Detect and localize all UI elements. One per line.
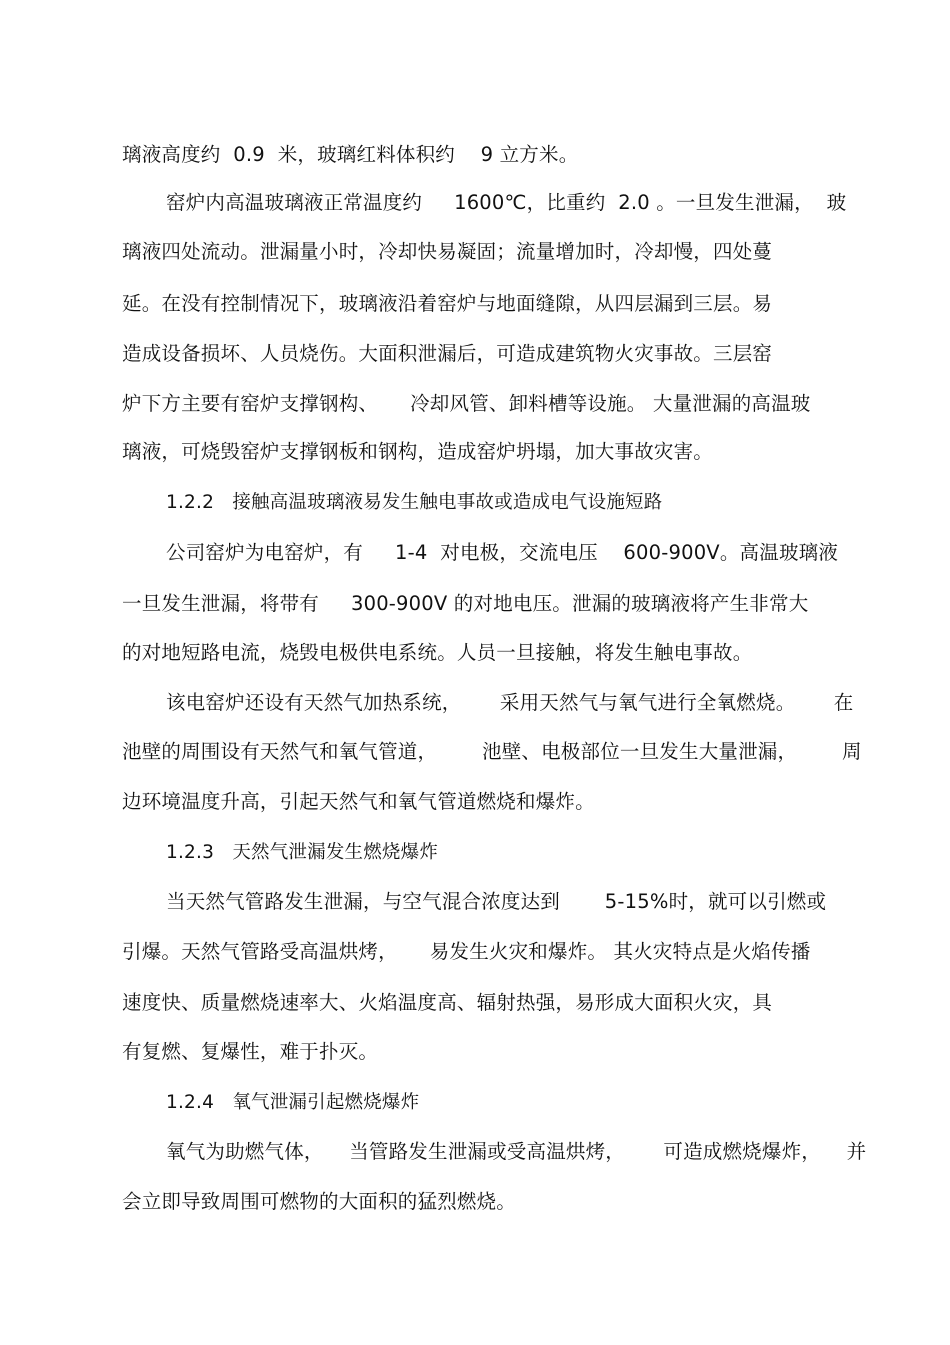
paragraph-line: 边环境温度升高，引起天然气和氧气管道燃烧和爆炸。: [122, 790, 595, 813]
section-heading-1-2-2: 1.2.2 接触高温玻璃液易发生触电事故或造成电气设施短路: [166, 492, 663, 513]
paragraph-line: 池壁的周围设有天然气和氧气管道， 池壁、电极部位一旦发生大量泄漏， 周: [122, 740, 862, 763]
paragraph-line: 璃液四处流动。泄漏量小时，冷却快易凝固；流量增加时，冷却慢，四处蔓: [122, 240, 773, 263]
paragraph-line: 璃液，可烧毁窑炉支撑钢板和钢构，造成窑炉坍塌，加大事故灾害。: [122, 440, 714, 463]
paragraph-line: 造成设备损坏、人员烧伤。大面积泄漏后，可造成建筑物火灾事故。三层窑: [122, 342, 773, 365]
paragraph-line: 璃液高度约 0.9 米，玻璃红料体积约 9 立方米。: [122, 143, 579, 166]
paragraph-line: 会立即导致周围可燃物的大面积的猛烈燃烧。: [122, 1190, 517, 1213]
paragraph-line: 一旦发生泄漏，将带有 300-900V 的对地电压。泄漏的玻璃液将产生非常大: [122, 592, 809, 615]
paragraph-line: 延。在没有控制情况下，玻璃液沿着窑炉与地面缝隙，从四层漏到三层。易: [122, 292, 773, 315]
paragraph-line: 该电窑炉还设有天然气加热系统， 采用天然气与氧气进行全氧燃烧。 在: [166, 691, 854, 714]
paragraph-line: 速度快、质量燃烧速率大、火焰温度高、辐射热强，易形成大面积火灾，具: [122, 991, 773, 1014]
paragraph-line: 公司窑炉为电窑炉，有 1-4 对电极，交流电压 600-900V。高温玻璃液: [166, 541, 839, 564]
paragraph-line: 引爆。天然气管路受高温烘烤， 易发生火灾和爆炸。 其火灾特点是火焰传播: [122, 940, 811, 963]
section-heading-1-2-3: 1.2.3 天然气泄漏发生燃烧爆炸: [166, 842, 439, 863]
paragraph-line: 的对地短路电流，烧毁电极供电系统。人员一旦接触，将发生触电事故。: [122, 641, 753, 664]
paragraph-line: 当天然气管路发生泄漏，与空气混合浓度达到 5-15%时，就可以引燃或: [166, 890, 827, 913]
section-heading-1-2-4: 1.2.4 氧气泄漏引起燃烧爆炸: [166, 1092, 420, 1113]
paragraph-line: 炉下方主要有窑炉支撑钢构、 冷却风管、卸料槽等设施。 大量泄漏的高温玻: [122, 392, 811, 415]
paragraph-line: 有复燃、复爆性，难于扑灭。: [122, 1040, 379, 1063]
paragraph-line: 窑炉内高温玻璃液正常温度约 1600℃，比重约 2.0 。一旦发生泄漏， 玻: [166, 191, 847, 214]
paragraph-line: 氧气为助燃气体， 当管路发生泄漏或受高温烘烤， 可造成燃烧爆炸， 并: [166, 1140, 867, 1163]
